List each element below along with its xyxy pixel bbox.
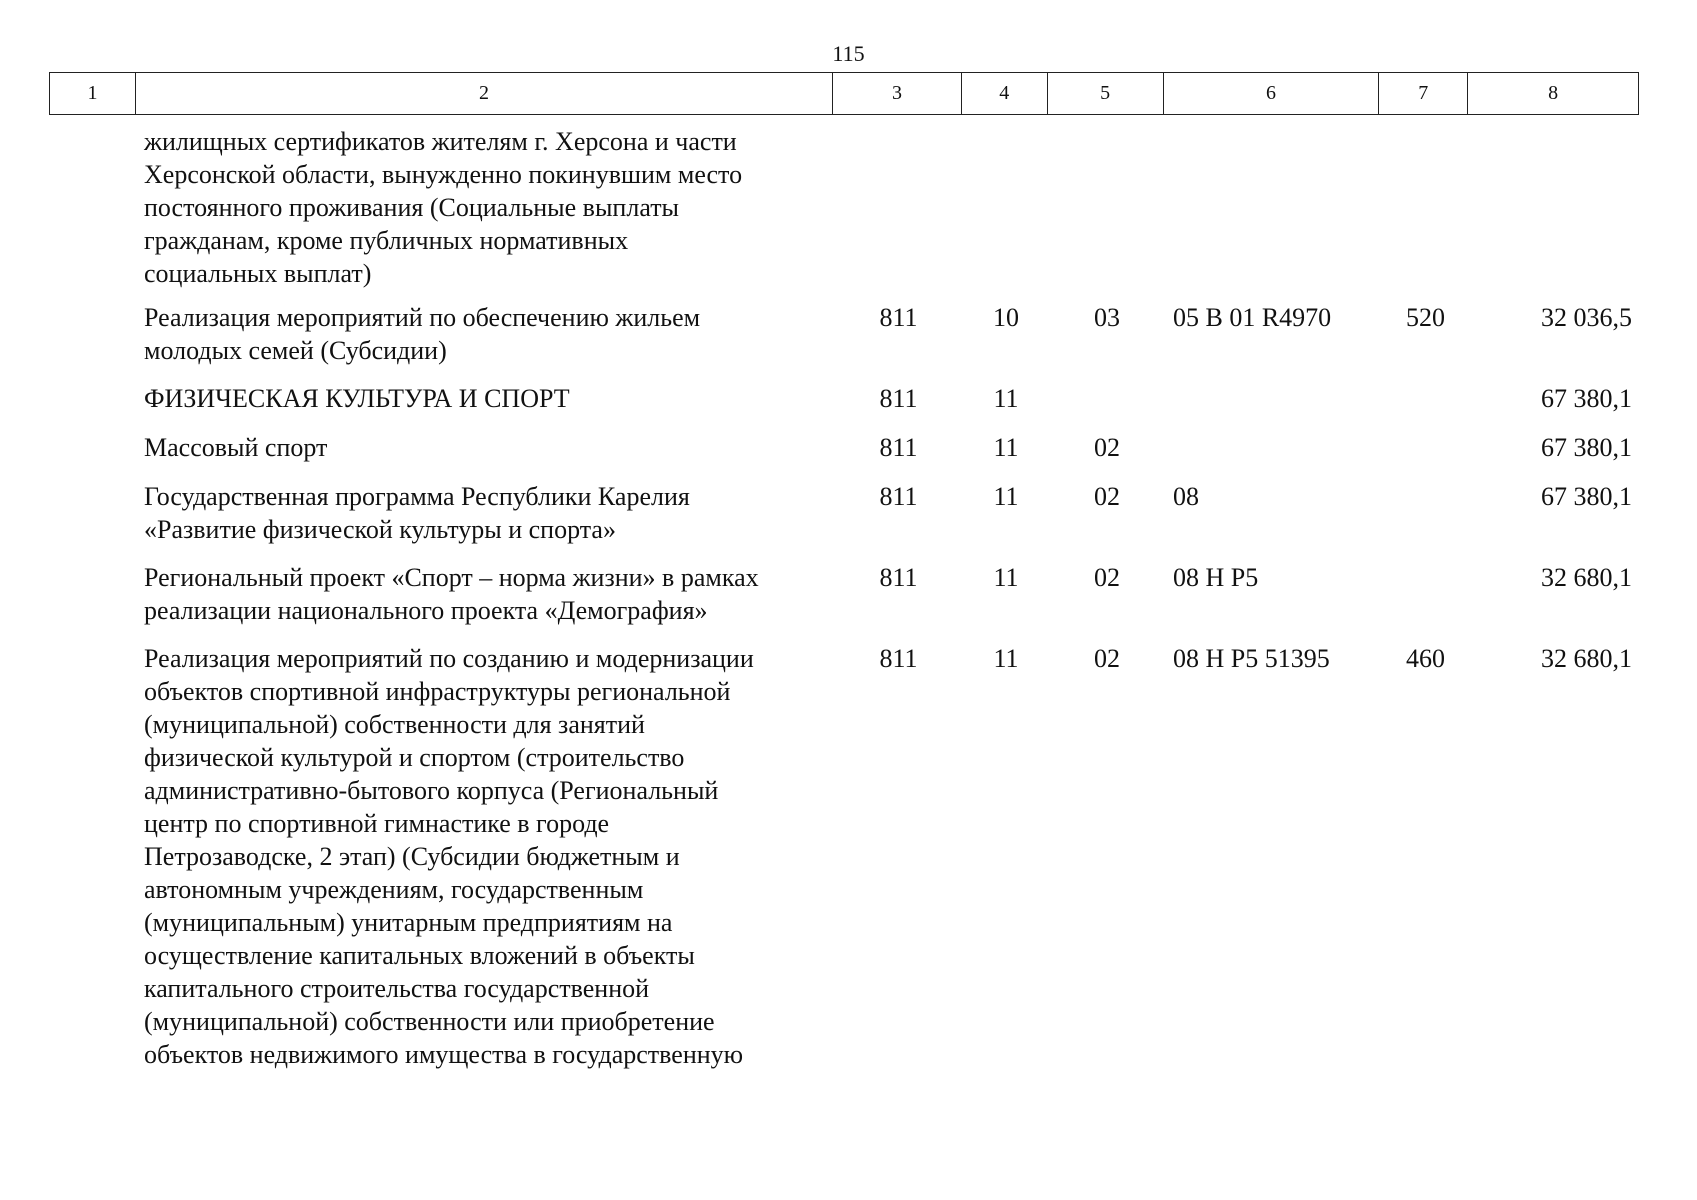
target-article-code: 08 Н Р5 (1173, 563, 1259, 592)
table-header (49, 72, 1639, 115)
ministry-code: 811 (879, 433, 918, 462)
description-line: постоянного проживания (Социальные выплаты (144, 193, 680, 222)
description-line: (муниципальным) унитарным предприятиям на (144, 908, 673, 937)
description-line: Массовый спорт (144, 433, 328, 462)
description-line: автономным учреждениям, государственным (144, 875, 644, 904)
description-line: Петрозаводске, 2 этап) (Субсидии бюджетным и (144, 842, 680, 871)
section-code: 11 (993, 433, 1019, 462)
section-code: 10 (993, 303, 1019, 332)
target-article-code: 05 В 01 R4970 (1173, 303, 1332, 332)
subsection-code: 02 (1094, 563, 1120, 592)
description-line: (муниципальной) собственности или приобретение (144, 1007, 715, 1036)
description-line: Херсонской области, вынужденно покинувшим место (144, 160, 743, 189)
amount: 67 380,1 (1541, 482, 1632, 511)
subsection-code: 02 (1094, 644, 1120, 673)
column-header-2: 2 (136, 73, 833, 114)
description-line: (муниципальной) собственности для занятий (144, 710, 645, 739)
description-line: Реализация мероприятий по обеспечению жильем (144, 303, 701, 332)
description-line: социальных выплат) (144, 259, 372, 288)
description-line: объектов спортивной инфраструктуры региональной (144, 677, 731, 706)
ministry-code: 811 (879, 384, 918, 413)
row-description (144, 125, 834, 290)
description-line: «Развитие физической культуры и спорта» (144, 515, 616, 544)
section-code: 11 (993, 482, 1019, 511)
expense-type-code: 520 (1406, 303, 1445, 332)
column-header-1: 1 (50, 73, 136, 114)
amount: 32 036,5 (1541, 303, 1632, 332)
row-description (144, 382, 834, 415)
subsection-code: 02 (1094, 482, 1120, 511)
row-description (144, 480, 834, 546)
amount: 32 680,1 (1541, 563, 1632, 592)
target-article-code: 08 Н Р5 51395 (1173, 644, 1330, 673)
amount: 67 380,1 (1541, 433, 1632, 462)
amount: 67 380,1 (1541, 384, 1632, 413)
description-line: молодых семей (Субсидии) (144, 336, 447, 365)
description-line: административно-бытового корпуса (Региональный (144, 776, 719, 805)
row-description (144, 301, 834, 367)
description-line: объектов недвижимого имущества в государственную (144, 1040, 744, 1069)
description-line: физической культурой и спортом (строительство (144, 743, 685, 772)
column-header-5: 5 (1048, 73, 1164, 114)
ministry-code: 811 (879, 482, 918, 511)
amount: 32 680,1 (1541, 644, 1632, 673)
row-description (144, 642, 834, 1071)
column-header-4: 4 (962, 73, 1048, 114)
description-line: Региональный проект «Спорт – норма жизни» в рамках (144, 563, 759, 592)
description-line: центр по спортивной гимнастике в городе (144, 809, 610, 838)
ministry-code: 811 (879, 644, 918, 673)
section-code: 11 (993, 563, 1019, 592)
column-header-3: 3 (833, 73, 962, 114)
description-line: реализации национального проекта «Демография» (144, 596, 708, 625)
description-line: ФИЗИЧЕСКАЯ КУЛЬТУРА И СПОРТ (144, 384, 570, 413)
target-article-code: 08 (1173, 482, 1199, 511)
description-line: гражданам, кроме публичных нормативных (144, 226, 629, 255)
description-line: Реализация мероприятий по созданию и модернизации (144, 644, 754, 673)
subsection-code: 02 (1094, 433, 1120, 462)
ministry-code: 811 (879, 563, 918, 592)
row-description (144, 561, 834, 627)
row-description (144, 431, 834, 464)
ministry-code: 811 (879, 303, 918, 332)
section-code: 11 (993, 384, 1019, 413)
subsection-code: 03 (1094, 303, 1120, 332)
column-header-7: 7 (1379, 73, 1468, 114)
column-header-8: 8 (1548, 82, 1559, 104)
column-header-6: 6 (1164, 73, 1380, 114)
expense-type-code: 460 (1406, 644, 1445, 673)
description-line: Государственная программа Республики Карелия (144, 482, 690, 511)
description-line: жилищных сертификатов жителям г. Херсона и части (144, 127, 737, 156)
section-code: 11 (993, 644, 1019, 673)
description-line: капитального строительства государственной (144, 974, 650, 1003)
description-line: осуществление капитальных вложений в объекты (144, 941, 695, 970)
page-number: 115 (832, 41, 865, 66)
